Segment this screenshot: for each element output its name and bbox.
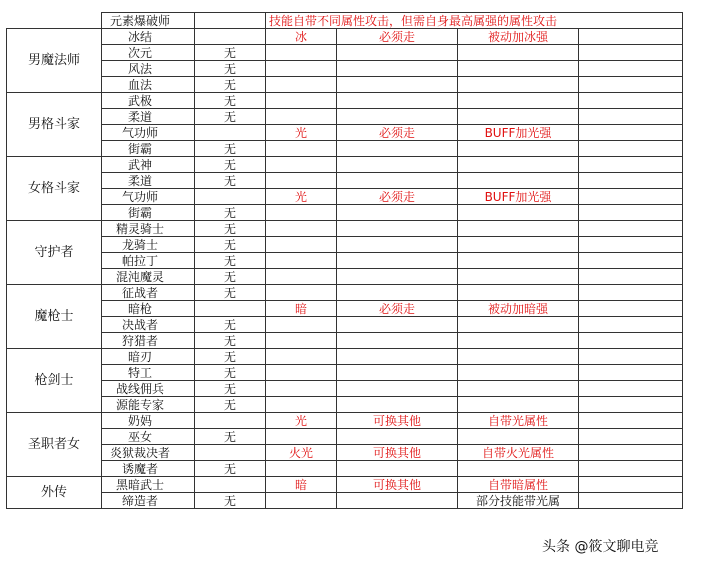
empty-cell bbox=[579, 461, 683, 477]
requirement-cell: 必须走 bbox=[337, 189, 458, 205]
requirement-cell bbox=[337, 317, 458, 333]
note-cell: 自带暗属性 bbox=[458, 477, 579, 493]
class-name-cell: 暗枪 bbox=[102, 301, 195, 317]
note-cell bbox=[458, 205, 579, 221]
note-cell bbox=[458, 349, 579, 365]
table-row bbox=[7, 365, 683, 381]
first-class-cell: 元素爆破师 bbox=[102, 13, 195, 29]
table-row bbox=[7, 349, 683, 365]
attribute-cell bbox=[266, 141, 337, 157]
requirement-cell bbox=[337, 237, 458, 253]
attribute-cell: 光 bbox=[266, 189, 337, 205]
empty-cell bbox=[579, 381, 683, 397]
note-cell bbox=[458, 461, 579, 477]
attribute-cell bbox=[266, 253, 337, 269]
status-cell bbox=[195, 29, 266, 45]
table-row bbox=[7, 317, 683, 333]
note-cell bbox=[458, 317, 579, 333]
group-name-cell: 男魔法师 bbox=[7, 29, 102, 93]
attribute-cell: 冰 bbox=[266, 29, 337, 45]
attribute-cell bbox=[266, 45, 337, 61]
class-name-cell: 狩猎者 bbox=[102, 333, 195, 349]
requirement-cell bbox=[337, 157, 458, 173]
class-name-cell: 气功师 bbox=[102, 189, 195, 205]
status-cell: 无 bbox=[195, 157, 266, 173]
status-cell: 无 bbox=[195, 61, 266, 77]
table-row bbox=[7, 333, 683, 349]
table-row bbox=[7, 173, 683, 189]
attribute-cell bbox=[266, 93, 337, 109]
table-row bbox=[7, 237, 683, 253]
empty-cell bbox=[579, 317, 683, 333]
status-cell bbox=[195, 13, 266, 29]
note-cell bbox=[458, 221, 579, 237]
attribute-cell bbox=[266, 333, 337, 349]
status-cell: 无 bbox=[195, 77, 266, 93]
corner-cell bbox=[7, 13, 102, 29]
empty-cell bbox=[579, 189, 683, 205]
class-name-cell: 巫女 bbox=[102, 429, 195, 445]
table-row bbox=[7, 45, 683, 61]
status-cell: 无 bbox=[195, 109, 266, 125]
note-cell bbox=[458, 429, 579, 445]
class-name-cell: 次元 bbox=[102, 45, 195, 61]
note-cell: 部分技能带光属 bbox=[458, 493, 579, 509]
class-name-cell: 特工 bbox=[102, 365, 195, 381]
empty-cell bbox=[579, 221, 683, 237]
requirement-cell bbox=[337, 93, 458, 109]
requirement-cell bbox=[337, 221, 458, 237]
requirement-cell bbox=[337, 141, 458, 157]
requirement-cell: 可换其他 bbox=[337, 445, 458, 461]
class-attribute-table bbox=[6, 12, 683, 509]
attribute-cell bbox=[266, 461, 337, 477]
class-name-cell: 源能专家 bbox=[102, 397, 195, 413]
table-row bbox=[7, 445, 683, 461]
note-cell: BUFF加光强 bbox=[458, 125, 579, 141]
status-cell: 无 bbox=[195, 253, 266, 269]
table-row bbox=[7, 285, 683, 301]
empty-cell bbox=[579, 333, 683, 349]
attribute-cell bbox=[266, 77, 337, 93]
requirement-cell bbox=[337, 61, 458, 77]
class-name-cell: 炎狱裁决者 bbox=[102, 445, 195, 461]
requirement-cell bbox=[337, 77, 458, 93]
requirement-cell bbox=[337, 333, 458, 349]
status-cell: 无 bbox=[195, 141, 266, 157]
table-row bbox=[7, 221, 683, 237]
class-name-cell: 街霸 bbox=[102, 141, 195, 157]
status-cell: 无 bbox=[195, 333, 266, 349]
requirement-cell: 必须走 bbox=[337, 125, 458, 141]
status-cell: 无 bbox=[195, 173, 266, 189]
table-body bbox=[7, 13, 683, 509]
class-name-cell: 缔造者 bbox=[102, 493, 195, 509]
empty-cell bbox=[579, 157, 683, 173]
note-cell bbox=[458, 77, 579, 93]
table-row bbox=[7, 109, 683, 125]
class-name-cell: 柔道 bbox=[102, 173, 195, 189]
group-name-cell: 枪剑士 bbox=[7, 349, 102, 413]
empty-cell bbox=[579, 285, 683, 301]
class-name-cell: 龙骑士 bbox=[102, 237, 195, 253]
note-cell bbox=[458, 253, 579, 269]
status-cell bbox=[195, 413, 266, 429]
empty-cell bbox=[579, 301, 683, 317]
requirement-cell bbox=[337, 253, 458, 269]
class-name-cell: 柔道 bbox=[102, 109, 195, 125]
empty-cell bbox=[579, 141, 683, 157]
requirement-cell bbox=[337, 205, 458, 221]
attribute-cell bbox=[266, 173, 337, 189]
note-cell bbox=[458, 157, 579, 173]
status-cell: 无 bbox=[195, 397, 266, 413]
note-cell bbox=[458, 397, 579, 413]
empty-cell bbox=[579, 29, 683, 45]
status-cell bbox=[195, 189, 266, 205]
attribute-cell bbox=[266, 221, 337, 237]
attribute-cell bbox=[266, 493, 337, 509]
attribute-cell bbox=[266, 237, 337, 253]
class-name-cell: 武极 bbox=[102, 93, 195, 109]
status-cell: 无 bbox=[195, 285, 266, 301]
table-row bbox=[7, 61, 683, 77]
note-cell bbox=[458, 61, 579, 77]
table-row bbox=[7, 253, 683, 269]
empty-cell bbox=[579, 173, 683, 189]
table-row bbox=[7, 397, 683, 413]
attribute-cell: 暗 bbox=[266, 477, 337, 493]
status-cell: 无 bbox=[195, 349, 266, 365]
status-cell: 无 bbox=[195, 461, 266, 477]
note-cell bbox=[458, 45, 579, 61]
group-name-cell: 魔枪士 bbox=[7, 285, 102, 349]
requirement-cell bbox=[337, 349, 458, 365]
header-note: 技能自带不同属性攻击，但需自身最高属强的属性攻击 bbox=[266, 13, 683, 29]
class-name-cell: 冰结 bbox=[102, 29, 195, 45]
table-row bbox=[7, 461, 683, 477]
attribute-cell: 暗 bbox=[266, 301, 337, 317]
requirement-cell bbox=[337, 269, 458, 285]
class-name-cell: 街霸 bbox=[102, 205, 195, 221]
group-name-cell: 守护者 bbox=[7, 221, 102, 285]
table-row bbox=[7, 205, 683, 221]
table-row bbox=[7, 413, 683, 429]
empty-cell bbox=[579, 61, 683, 77]
attribute-cell bbox=[266, 285, 337, 301]
note-cell: 被动加冰强 bbox=[458, 29, 579, 45]
attribute-cell bbox=[266, 317, 337, 333]
table-row bbox=[7, 93, 683, 109]
watermark: 头条 @筱文聊电竞 bbox=[540, 536, 660, 556]
table-row bbox=[7, 189, 683, 205]
note-cell: 被动加暗强 bbox=[458, 301, 579, 317]
class-name-cell: 气功师 bbox=[102, 125, 195, 141]
attribute-cell: 光 bbox=[266, 125, 337, 141]
group-name-cell: 女格斗家 bbox=[7, 157, 102, 221]
empty-cell bbox=[579, 493, 683, 509]
class-name-cell: 混沌魔灵 bbox=[102, 269, 195, 285]
note-cell bbox=[458, 109, 579, 125]
table-row bbox=[7, 477, 683, 493]
empty-cell bbox=[579, 429, 683, 445]
empty-cell bbox=[579, 397, 683, 413]
attribute-cell bbox=[266, 429, 337, 445]
empty-cell bbox=[579, 253, 683, 269]
empty-cell bbox=[579, 349, 683, 365]
note-cell bbox=[458, 93, 579, 109]
requirement-cell bbox=[337, 429, 458, 445]
table-row bbox=[7, 157, 683, 173]
attribute-cell bbox=[266, 61, 337, 77]
status-cell bbox=[195, 125, 266, 141]
table-row bbox=[7, 381, 683, 397]
empty-cell bbox=[579, 125, 683, 141]
note-cell bbox=[458, 381, 579, 397]
requirement-cell: 可换其他 bbox=[337, 477, 458, 493]
status-cell: 无 bbox=[195, 269, 266, 285]
table-row bbox=[7, 269, 683, 285]
group-name-cell: 圣职者女 bbox=[7, 413, 102, 477]
attribute-cell: 光 bbox=[266, 413, 337, 429]
table-row bbox=[7, 429, 683, 445]
empty-cell bbox=[579, 109, 683, 125]
status-cell: 无 bbox=[195, 93, 266, 109]
group-name-cell: 男格斗家 bbox=[7, 93, 102, 157]
requirement-cell bbox=[337, 493, 458, 509]
requirement-cell bbox=[337, 173, 458, 189]
note-cell bbox=[458, 173, 579, 189]
class-name-cell: 黑暗武士 bbox=[102, 477, 195, 493]
attribute-cell bbox=[266, 365, 337, 381]
attribute-cell bbox=[266, 269, 337, 285]
note-cell bbox=[458, 285, 579, 301]
attribute-cell bbox=[266, 381, 337, 397]
empty-cell bbox=[579, 365, 683, 381]
class-name-cell: 诱魔者 bbox=[102, 461, 195, 477]
note-cell bbox=[458, 365, 579, 381]
status-cell: 无 bbox=[195, 205, 266, 221]
requirement-cell bbox=[337, 365, 458, 381]
status-cell: 无 bbox=[195, 381, 266, 397]
class-name-cell: 血法 bbox=[102, 77, 195, 93]
header-row bbox=[7, 13, 683, 29]
status-cell: 无 bbox=[195, 237, 266, 253]
status-cell: 无 bbox=[195, 221, 266, 237]
requirement-cell: 可换其他 bbox=[337, 413, 458, 429]
requirement-cell bbox=[337, 109, 458, 125]
attribute-cell bbox=[266, 349, 337, 365]
status-cell: 无 bbox=[195, 45, 266, 61]
table-row bbox=[7, 141, 683, 157]
empty-cell bbox=[579, 45, 683, 61]
note-cell bbox=[458, 141, 579, 157]
class-name-cell: 征战者 bbox=[102, 285, 195, 301]
attribute-cell bbox=[266, 397, 337, 413]
attribute-cell: 火光 bbox=[266, 445, 337, 461]
group-name-cell: 外传 bbox=[7, 477, 102, 509]
requirement-cell: 必须走 bbox=[337, 301, 458, 317]
table-row bbox=[7, 125, 683, 141]
class-name-cell: 武神 bbox=[102, 157, 195, 173]
requirement-cell bbox=[337, 45, 458, 61]
class-name-cell: 奶妈 bbox=[102, 413, 195, 429]
status-cell bbox=[195, 445, 266, 461]
empty-cell bbox=[579, 413, 683, 429]
table-row bbox=[7, 301, 683, 317]
empty-cell bbox=[579, 477, 683, 493]
status-cell: 无 bbox=[195, 429, 266, 445]
table-row bbox=[7, 77, 683, 93]
class-name-cell: 战线佣兵 bbox=[102, 381, 195, 397]
status-cell bbox=[195, 477, 266, 493]
table-row bbox=[7, 29, 683, 45]
class-name-cell: 暗刃 bbox=[102, 349, 195, 365]
class-name-cell: 精灵骑士 bbox=[102, 221, 195, 237]
note-cell bbox=[458, 237, 579, 253]
requirement-cell bbox=[337, 397, 458, 413]
note-cell bbox=[458, 333, 579, 349]
class-name-cell: 决战者 bbox=[102, 317, 195, 333]
class-name-cell: 风法 bbox=[102, 61, 195, 77]
attribute-cell bbox=[266, 109, 337, 125]
empty-cell bbox=[579, 205, 683, 221]
status-cell: 无 bbox=[195, 317, 266, 333]
attribute-cell bbox=[266, 205, 337, 221]
empty-cell bbox=[579, 269, 683, 285]
table-row bbox=[7, 493, 683, 509]
requirement-cell bbox=[337, 285, 458, 301]
status-cell: 无 bbox=[195, 493, 266, 509]
note-cell: 自带光属性 bbox=[458, 413, 579, 429]
attribute-cell bbox=[266, 157, 337, 173]
empty-cell bbox=[579, 77, 683, 93]
note-cell: BUFF加光强 bbox=[458, 189, 579, 205]
class-name-cell: 帕拉丁 bbox=[102, 253, 195, 269]
requirement-cell bbox=[337, 381, 458, 397]
note-cell bbox=[458, 269, 579, 285]
empty-cell bbox=[579, 93, 683, 109]
status-cell bbox=[195, 301, 266, 317]
empty-cell bbox=[579, 445, 683, 461]
note-cell: 自带火光属性 bbox=[458, 445, 579, 461]
requirement-cell: 必须走 bbox=[337, 29, 458, 45]
status-cell: 无 bbox=[195, 365, 266, 381]
requirement-cell bbox=[337, 461, 458, 477]
empty-cell bbox=[579, 237, 683, 253]
